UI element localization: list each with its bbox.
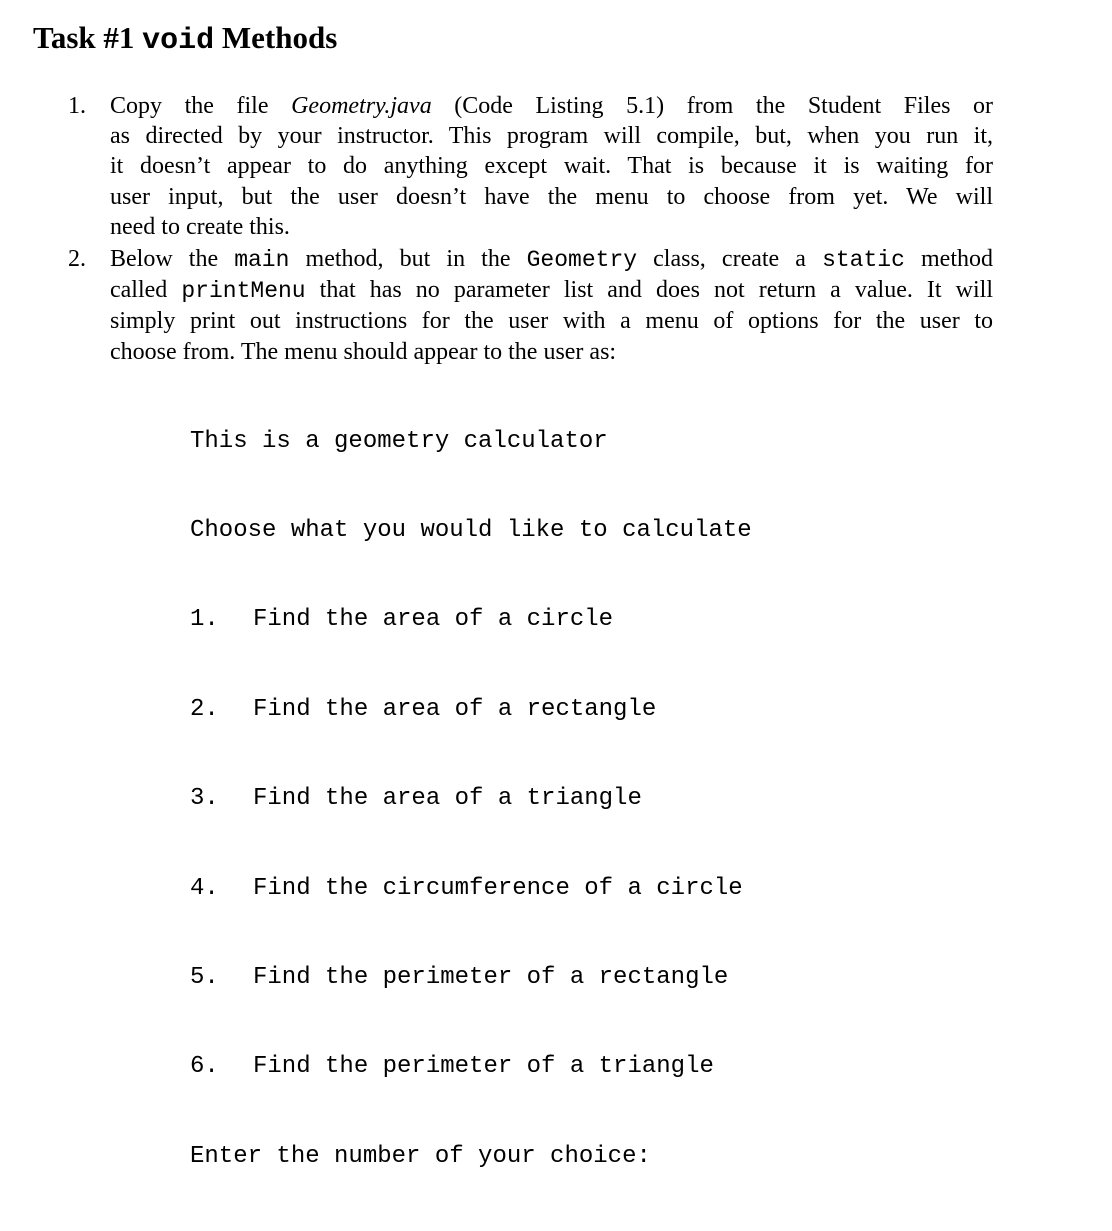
menu-option-label: Find the area of a triangle (253, 785, 642, 813)
heading-code-keyword: void (142, 24, 215, 58)
paragraph-line (110, 212, 993, 242)
text-run: method (904, 246, 993, 272)
paragraph-line (110, 306, 993, 336)
text-run: (Code Listing 5.1) from the Student Files or (431, 93, 994, 119)
menu-option-label: Find the area of a circle (253, 606, 614, 634)
menu-option-number: 3. (190, 785, 219, 813)
menu-option (190, 963, 752, 993)
inline-code: Geometry (526, 247, 638, 273)
text-run: choose from. The menu should appear to the user as: (110, 338, 617, 365)
menu-prompt-header: Choose what you would like to calculate (190, 516, 752, 544)
paragraph-line (110, 182, 993, 212)
heading-suffix: Methods (214, 20, 338, 55)
menu-option-number: 2. (190, 695, 219, 723)
menu-option (190, 784, 752, 814)
menu-title: This is a geometry calculator (190, 427, 608, 455)
menu-option-label: Find the area of a rectangle (253, 695, 657, 723)
heading-prefix: Task #1 (33, 20, 143, 55)
paragraph-line (110, 151, 993, 181)
menu-option-number: 6. (190, 1053, 219, 1081)
inline-code: static (822, 247, 905, 273)
paragraph-line (110, 121, 993, 151)
italic-filename: Geometry.java (291, 93, 432, 119)
menu-option-label: Find the circumference of a circle (253, 874, 743, 902)
step-1-text (110, 91, 993, 242)
step-number: 1. (68, 93, 86, 119)
menu-option (190, 874, 752, 904)
menu-option-number: 1. (190, 606, 219, 634)
menu-option-number: 5. (190, 963, 219, 991)
paragraph-line (110, 91, 993, 121)
paragraph-line (110, 275, 993, 306)
menu-sample-output (190, 367, 752, 1231)
text-run: as directed by your instructor. This program will compile, but, when you run it, (110, 123, 993, 150)
text-run: called (110, 277, 182, 304)
text-run: user input, but the user doesn’t have the menu to choose from yet. We will (110, 183, 993, 210)
step-2 (68, 244, 993, 367)
inline-code: main (234, 247, 290, 273)
menu-option-label: Find the perimeter of a rectangle (253, 963, 729, 991)
menu-choice-prompt: Enter the number of your choice: (190, 1142, 651, 1170)
menu-option-label: Find the perimeter of a triangle (253, 1053, 714, 1081)
text-run: that has no parameter list and does not return a value. It will (305, 277, 994, 304)
step-1 (68, 91, 993, 242)
menu-option (190, 695, 752, 725)
menu-option-number: 4. (190, 874, 219, 902)
text-run: Below the (110, 246, 235, 272)
menu-option (190, 605, 752, 635)
text-run: need to create this. (110, 213, 290, 240)
paragraph-line (110, 337, 993, 367)
text-run: Copy the file (110, 93, 292, 119)
step-2-text (110, 244, 993, 367)
text-run: class, create a (637, 246, 823, 272)
text-run: simply print out instructions for the user with a menu of options for the user to (110, 308, 993, 335)
task-heading (33, 18, 337, 61)
text-run: method, but in the (289, 246, 527, 272)
step-number: 2. (68, 246, 86, 272)
inline-code: printMenu (181, 278, 306, 305)
menu-option (190, 1052, 752, 1082)
paragraph-line (110, 244, 993, 275)
text-run: it doesn’t appear to do anything except wait. That is because it is waiting for (110, 153, 993, 180)
